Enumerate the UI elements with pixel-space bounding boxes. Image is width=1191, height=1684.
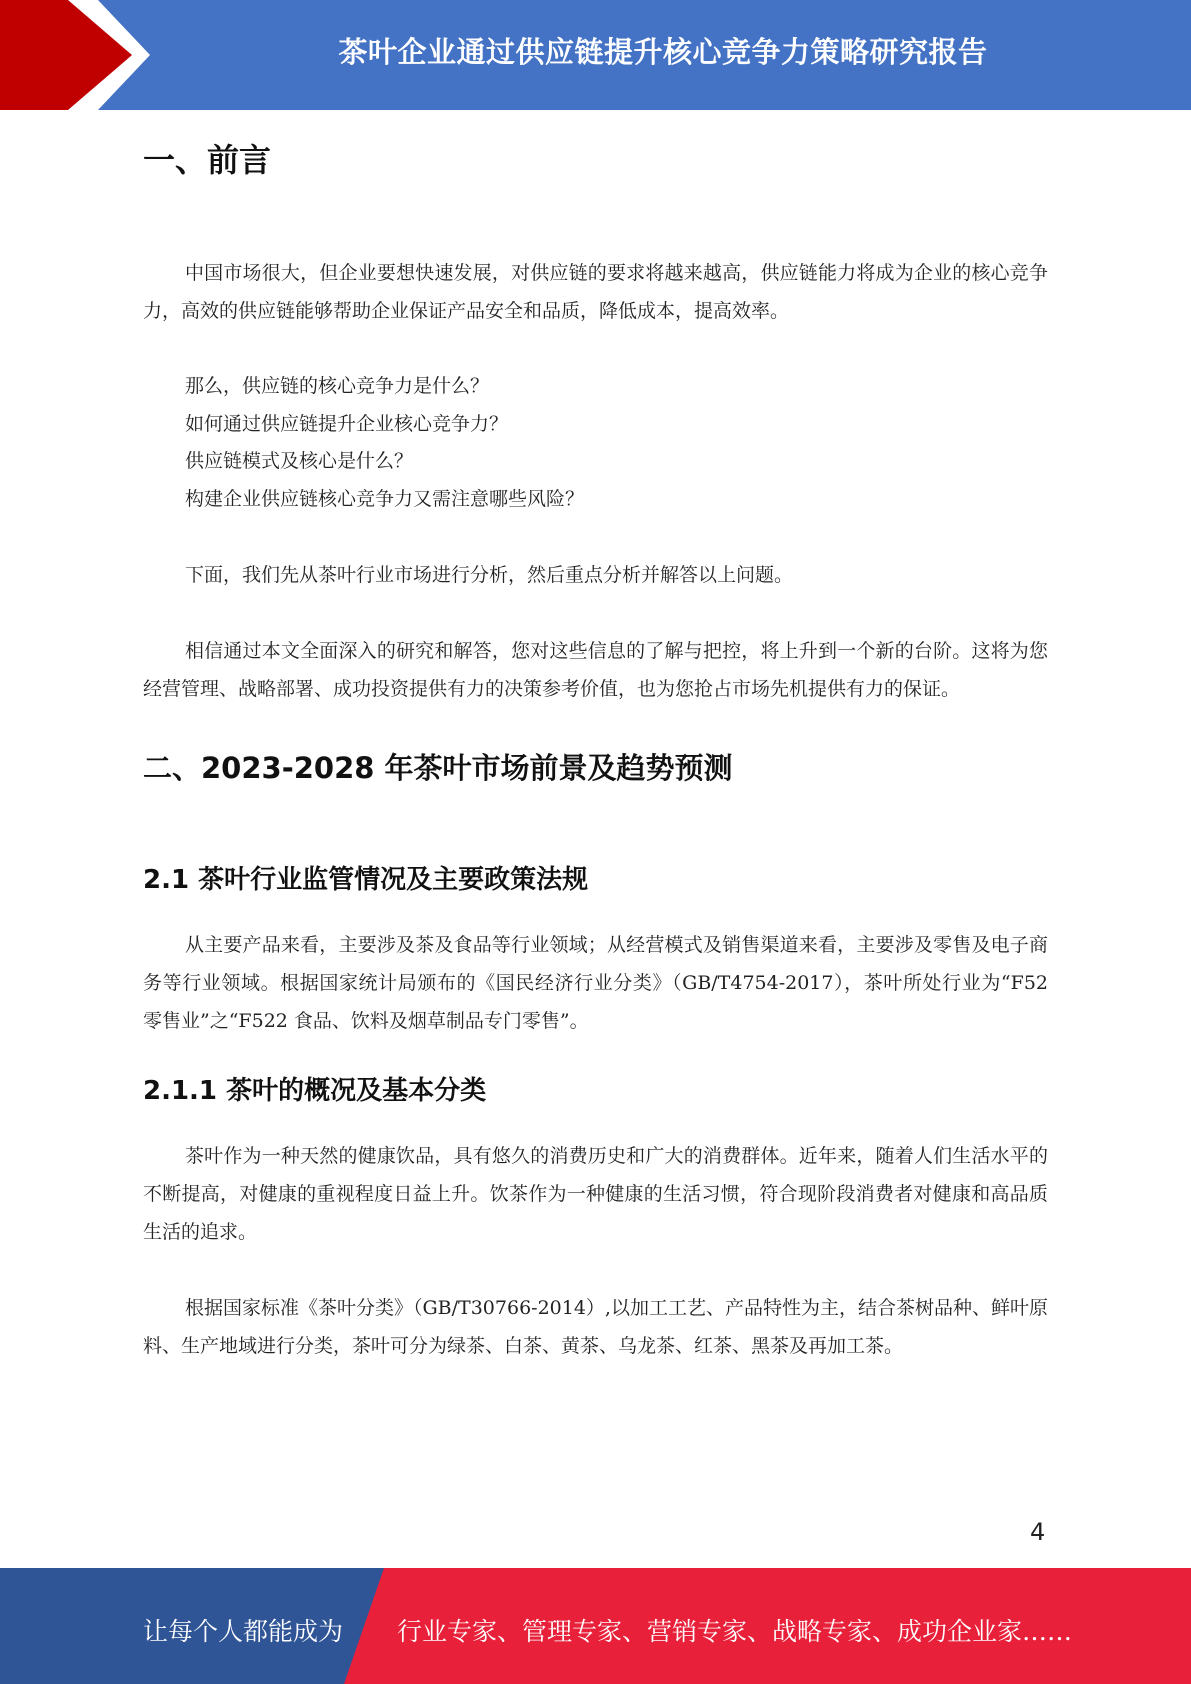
page-header bbox=[0, 0, 1191, 110]
section-heading-preface: 一、前言 bbox=[143, 141, 272, 179]
question-item: 构建企业供应链核心竞争力又需注意哪些风险？ bbox=[185, 487, 585, 510]
footer-slogan-right: 行业专家、管理专家、营销专家、战略专家、成功企业家…… bbox=[397, 1617, 1073, 1646]
paragraph: 下面，我们先从茶叶行业市场进行分析，然后重点分析并解答以上问题。 bbox=[185, 564, 794, 586]
question-item: 供应链模式及核心是什么？ bbox=[185, 450, 414, 472]
page-number: 4 bbox=[1030, 1518, 1046, 1546]
paragraph: 相信通过本文全面深入的研究和解答，您对这些信息的了解与把控，将上升到一个新的台阶。这将为您经营管理、战略部署、成功投资提供有力的决策参考价值，也为您抢占市场先机提供有力的保证。 bbox=[143, 640, 1048, 700]
paragraph: 中国市场很大，但企业要想快速发展，对供应链的要求将越来越高，供应链能力将成为企业的核心竞争力，高效的供应链能够帮助企业保证产品安全和品质，降低成本，提高效率。 bbox=[143, 262, 1048, 322]
question-item: 那么，供应链的核心竞争力是什么？ bbox=[185, 375, 490, 397]
report-title: 茶叶企业通过供应链提升核心竞争力策略研究报告 bbox=[338, 35, 988, 69]
page-content bbox=[143, 135, 1048, 1365]
section-heading-market-forecast: 二、2023-2028 年茶叶市场前景及趋势预测 bbox=[143, 751, 733, 785]
footer-slogan-left: 让每个人都能成为 bbox=[143, 1617, 344, 1646]
subsection-heading-overview: 2.1.1 茶叶的概况及基本分类 bbox=[143, 1076, 487, 1106]
subsection-heading-regulation: 2.1 茶叶行业监管情况及主要政策法规 bbox=[143, 865, 589, 895]
paragraph: 茶叶作为一种天然的健康饮品，具有悠久的消费历史和广大的消费群体。近年来，随着人们生活水平的不断提高，对健康的重视程度日益上升。饮茶作为一种健康的生活习惯，符合现阶段消费者对健康和高品质生活的追求。 bbox=[143, 1145, 1048, 1243]
page-footer bbox=[0, 1568, 1191, 1684]
paragraph: 从主要产品来看，主要涉及茶及食品等行业领域；从经营模式及销售渠道来看，主要涉及零售及电子商务等行业领域。根据国家统计局颁布的《国民经济行业分类》（GB/T4754-2017），茶叶所处行业为“F52 零售业”之“F522 食品、饮料及烟草制品专门零售”。 bbox=[143, 934, 1048, 1032]
question-item: 如何通过供应链提升企业核心竞争力？ bbox=[185, 412, 509, 435]
paragraph: 根据国家标准《茶叶分类》（GB/T30766-2014）,以加工工艺、产品特性为主，结合茶树品种、鲜叶原料、生产地域进行分类，茶叶可分为绿茶、白茶、黄茶、乌龙茶、红茶、黑茶及再加工茶。 bbox=[143, 1297, 1048, 1357]
